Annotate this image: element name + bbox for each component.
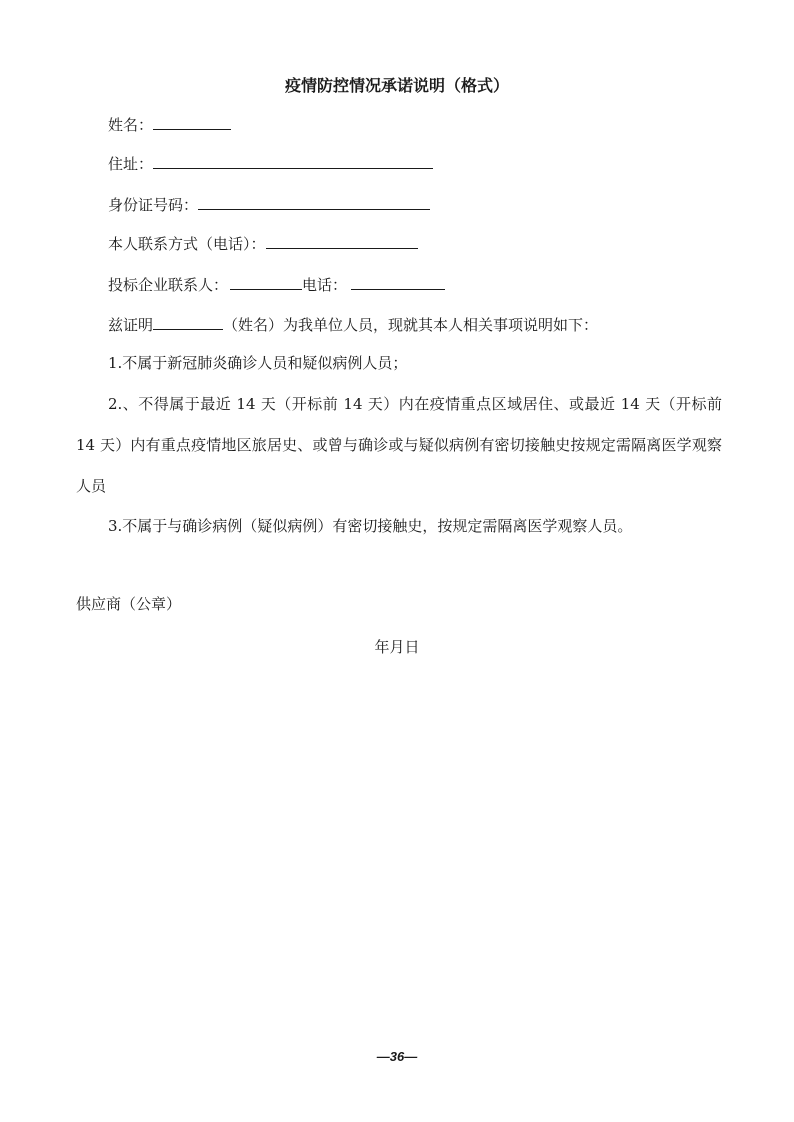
phone-label: 本人联系方式（电话）： [108, 235, 266, 253]
date-label: 年月日 [374, 638, 420, 656]
contact-phone-label: 电话： [302, 276, 348, 294]
contact-field [108, 275, 445, 295]
statement-name-blank[interactable] [153, 315, 223, 330]
contact-phone-blank[interactable] [351, 275, 445, 290]
address-field [108, 154, 433, 174]
statement-line [108, 315, 598, 335]
address-label: 住址： [108, 155, 154, 173]
name-label: 姓名： [108, 116, 154, 134]
page-number: —36— [376, 1049, 418, 1064]
phone-field [108, 234, 418, 254]
supplier-label: 供应商（公章） [76, 595, 182, 613]
statement-suffix: （姓名）为我单位人员，现就其本人相关事项说明如下： [223, 316, 599, 334]
id-blank[interactable] [198, 195, 430, 210]
item-1: 1.不属于新冠肺炎确诊人员和疑似病例人员； [108, 354, 408, 372]
contact-label: 投标企业联系人： [108, 276, 229, 294]
contact-blank[interactable] [230, 275, 302, 290]
id-label: 身份证号码： [108, 196, 199, 214]
document-title: 疫情防控情况承诺说明（格式） [284, 76, 509, 95]
name-blank[interactable] [153, 115, 231, 130]
address-blank[interactable] [153, 154, 433, 169]
name-field [108, 115, 231, 135]
item-2: 2.、不得属于最近 14 天（开标前 14 天）内在疫情重点区域居住、或最近 14 天（开标前 14 天）内有重点疫情地区旅居史、或曾与确诊或与疑似病例有密切接触史按规定需隔离医学观察人员 [76, 395, 722, 495]
phone-blank[interactable] [266, 234, 418, 249]
id-field [108, 195, 430, 215]
item-3: 3.不属于与确诊病例（疑似病例）有密切接触史，按规定需隔离医学观察人员。 [108, 517, 633, 535]
statement-prefix: 兹证明 [108, 316, 154, 334]
